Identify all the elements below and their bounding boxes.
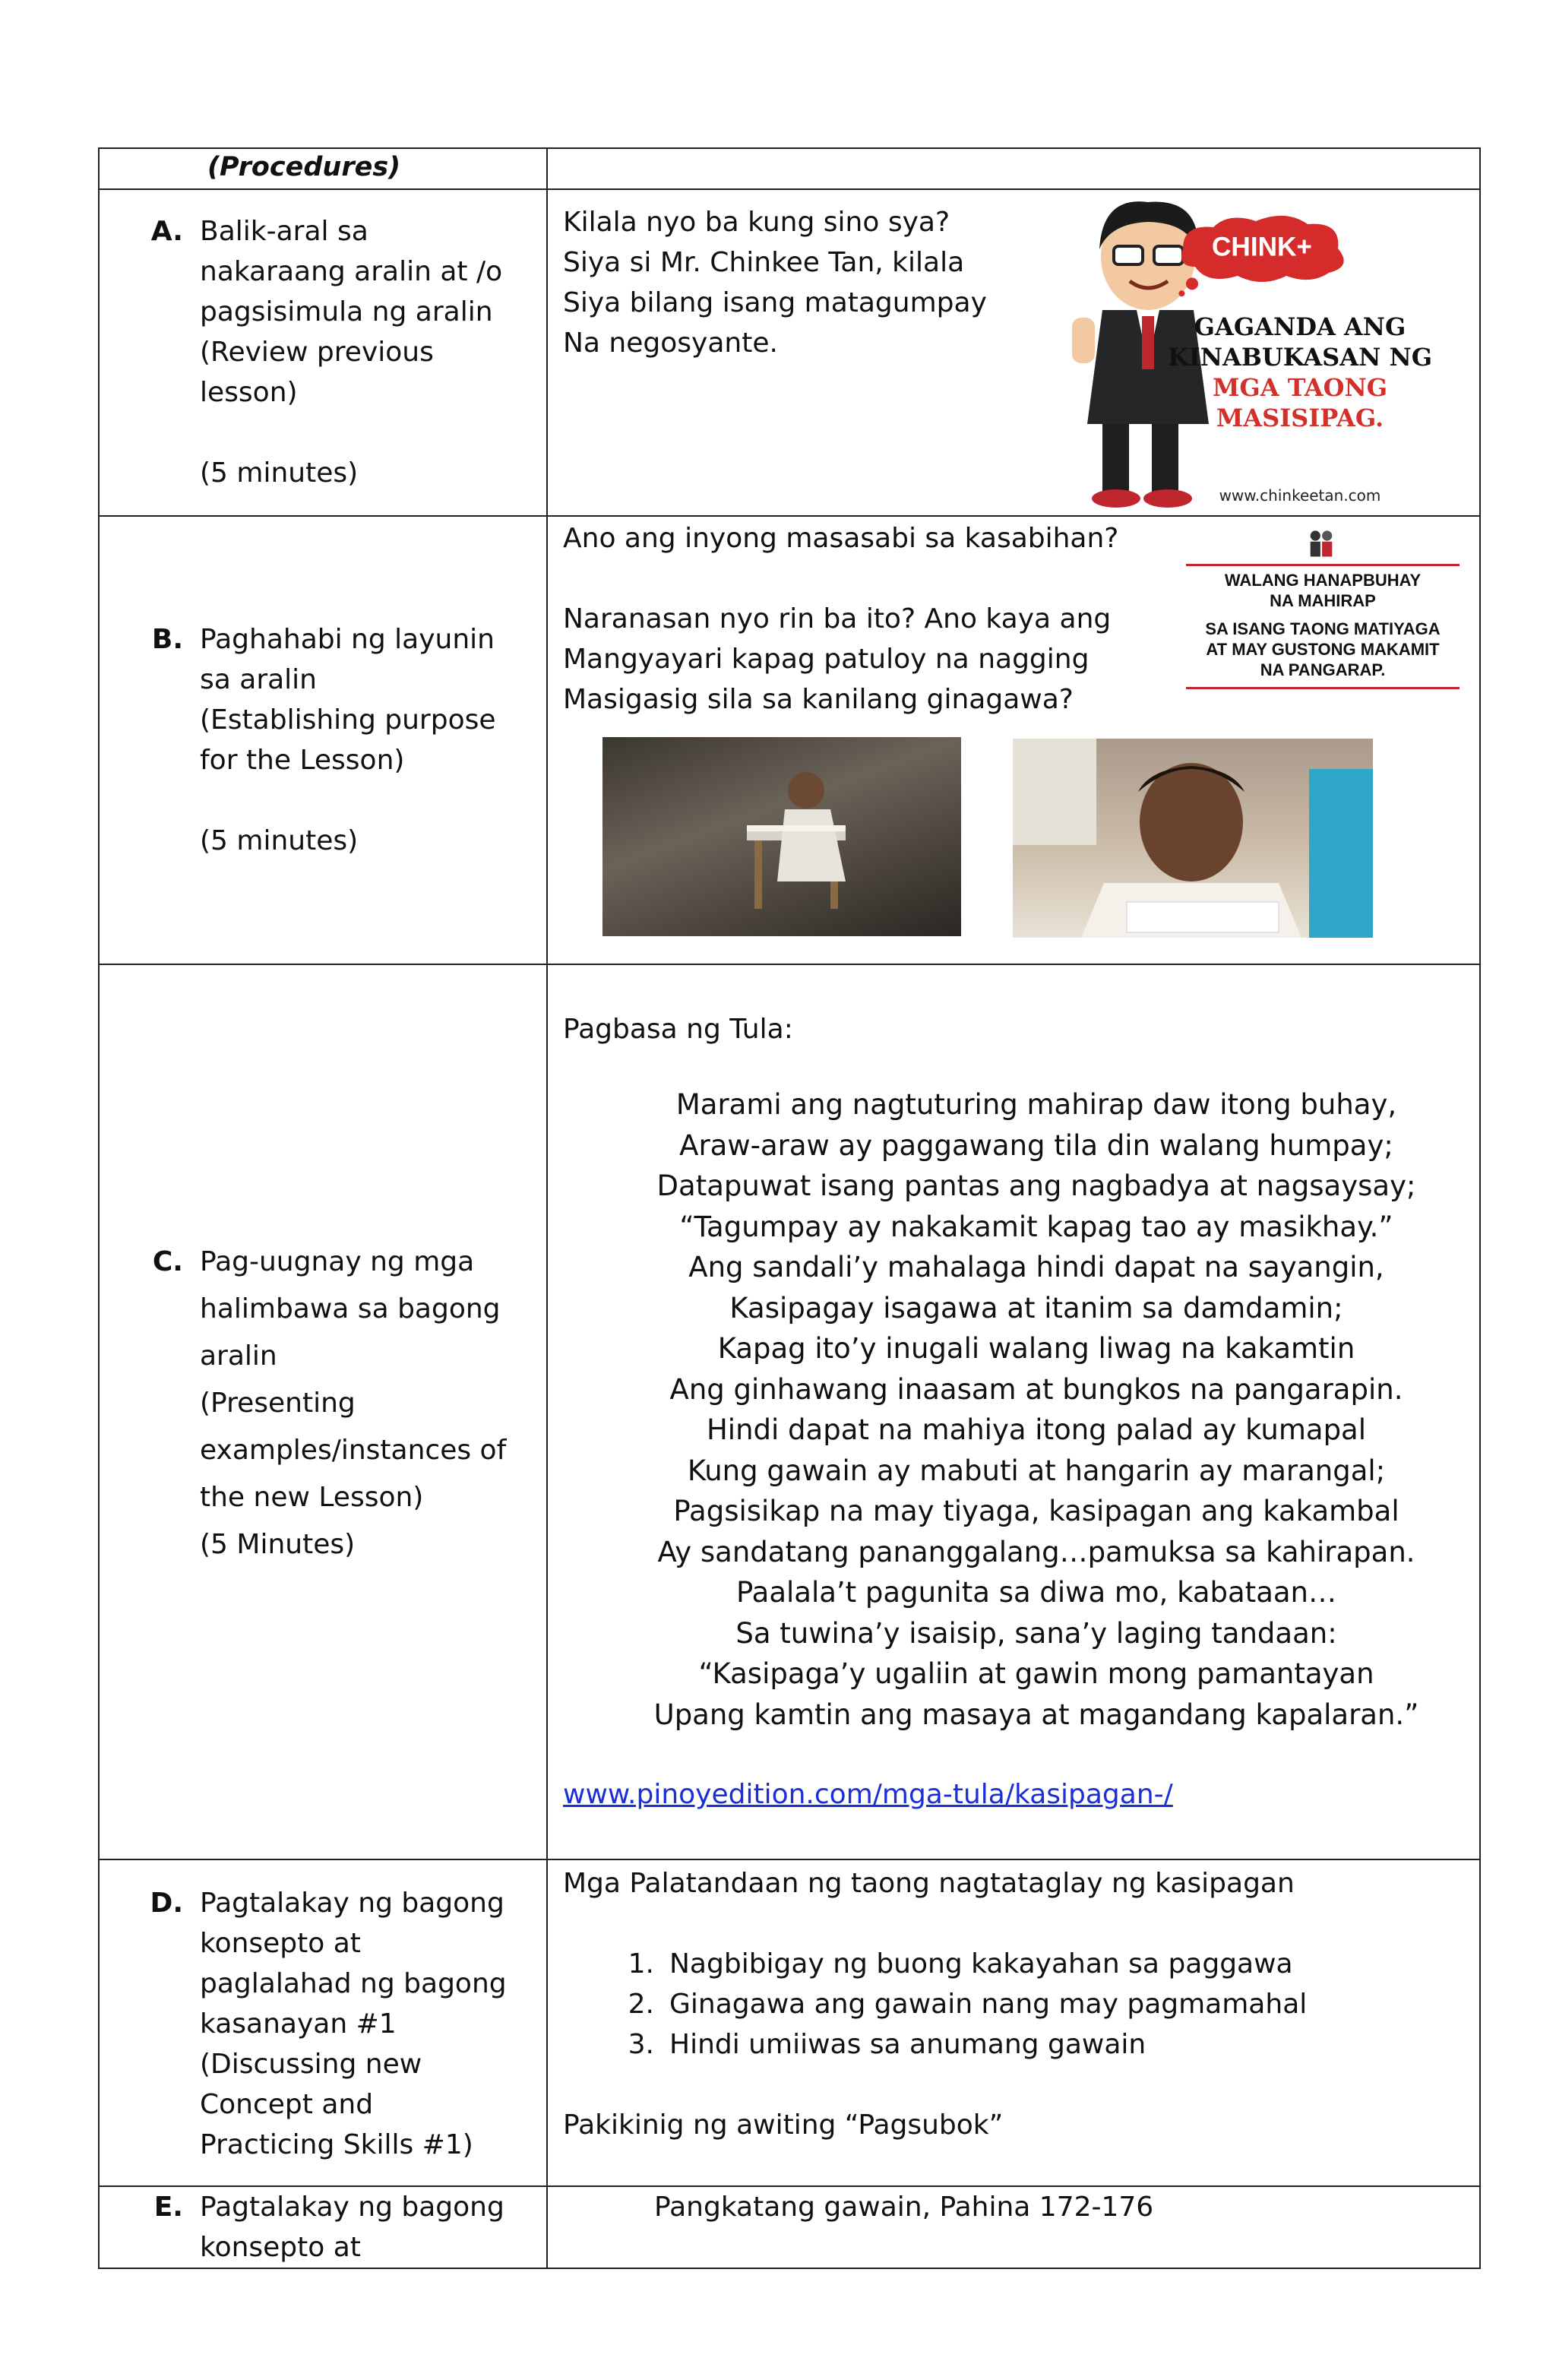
row-c-line: (5 Minutes): [200, 1529, 356, 1560]
chink-badge-text: CHINK+: [1212, 232, 1312, 262]
row-a-line: lesson): [200, 377, 298, 408]
row-a-line: Balik-aral sa: [200, 216, 368, 247]
chink-plus-cloud-logo: [1171, 205, 1414, 304]
row-e-right: [547, 2186, 1480, 2268]
poem-line: Kasipagay isagawa at itanim sa damdamin;: [729, 1291, 1343, 1325]
row-a-left: [99, 189, 547, 516]
row-e-left: [99, 2186, 547, 2268]
poem-line: Sa tuwina’y isaisip, sana’y laging tandaan:: [735, 1616, 1337, 1650]
procedures-header-cell: [99, 148, 547, 189]
row-b-text: Ano ang inyong masasabi sa kasabihan?: [563, 523, 1119, 554]
row-a: [99, 189, 1480, 516]
row-c-line: the new Lesson): [200, 1482, 424, 1513]
poem-line: Ay sandatang pananggalang…pamuksa sa kahirapan.: [657, 1535, 1415, 1568]
row-d-line: paglalahad ng bagong: [200, 1968, 507, 1999]
row-a-line: pagsisimula ng aralin: [200, 296, 493, 328]
row-b-line: Paghahabi ng layunin: [200, 624, 495, 655]
row-d-line: konsepto at: [200, 1928, 361, 1959]
list-number: 2.: [628, 1989, 654, 2020]
signs-heading: Mga Palatandaan ng taong nagtataglay ng kasipagan: [563, 1868, 1295, 1899]
list-number: 3.: [628, 2029, 654, 2060]
procedures-header: (Procedures): [207, 152, 401, 182]
poster-line: WALANG HANAPBUHAY: [1224, 571, 1422, 590]
row-a-line: nakaraang aralin at /o: [200, 256, 503, 287]
row-c: [99, 964, 1480, 1859]
row-a-time: (5 minutes): [200, 457, 359, 489]
row-c-right: [547, 964, 1480, 1859]
poem-line: Upang kamtin ang masaya at magandang kapalaran.”: [653, 1698, 1419, 1731]
row-b-line: for the Lesson): [200, 745, 405, 776]
poster-line: NA PANGARAP.: [1260, 660, 1386, 679]
list-number: 1.: [628, 1948, 654, 1980]
row-c-line: (Presenting: [200, 1388, 356, 1419]
row-d-line: Pagtalakay ng bagong: [200, 1888, 504, 1919]
chink-slogan: [1156, 312, 1444, 433]
poem-source-link[interactable]: www.pinoyedition.com/mga-tula/kasipagan-/: [563, 1779, 1173, 1810]
poem-line: “Kasipaga’y ugaliin at gawin mong pamantayan: [698, 1657, 1374, 1690]
poster-line: AT MAY GUSTONG MAKAMIT: [1206, 640, 1440, 659]
poem-line: Hindi dapat na mahiya itong palad ay kumapal: [706, 1413, 1367, 1446]
slogan-line: GAGANDA ANG: [1194, 312, 1406, 341]
row-a-letter: A.: [150, 216, 183, 247]
row-c-line: examples/instances of: [200, 1435, 507, 1466]
poem-line: Ang ginhawang inaasam at bungkos na pangarapin.: [669, 1372, 1403, 1406]
row-d-line: kasanayan #1: [200, 2008, 397, 2040]
row-b-left: [99, 516, 547, 964]
row-b-text: Masigasig sila sa kanilang ginagawa?: [563, 684, 1074, 715]
list-text: Ginagawa ang gawain nang may pagmamahal: [669, 1989, 1308, 2020]
chinkeetan-site-url: www.chinkeetan.com: [1219, 486, 1381, 505]
poem: [563, 1084, 1464, 1735]
slogan-line: MGA TAONG: [1212, 373, 1388, 402]
saying-poster: [1171, 527, 1475, 710]
row-a-line: (Review previous: [200, 337, 434, 368]
poem-line: Paalala’t pagunita sa diwa mo, kabataan…: [736, 1576, 1336, 1609]
children-writing-classroom-photo: [1013, 739, 1373, 938]
row-d-letter: D.: [150, 1888, 183, 1919]
row-c-letter: C.: [152, 1246, 183, 1277]
two-people-icon: [1300, 527, 1343, 561]
row-e-letter: E.: [153, 2192, 183, 2223]
poster-line: SA ISANG TAONG MATIYAGA: [1205, 619, 1441, 638]
row-c-line: halimbawa sa bagong: [200, 1293, 501, 1325]
row-b-time: (5 minutes): [200, 825, 359, 856]
list-item: [563, 1984, 1464, 2024]
song-activity: Pakikinig ng awiting “Pagsubok”: [563, 2109, 1004, 2141]
row-b-text: Naranasan nyo rin ba ito? Ano kaya ang: [563, 603, 1112, 635]
row-d-left: [99, 1859, 547, 2186]
poem-line: Datapuwat isang pantas ang nagbadya at nagsaysay;: [656, 1169, 1416, 1202]
procedures-table: [98, 147, 1481, 2269]
poem-line: Araw-araw ay paggawang tila din walang humpay;: [679, 1128, 1393, 1162]
row-a-text: Siya si Mr. Chinkee Tan, kilala: [563, 247, 965, 278]
row-a-right: [547, 189, 1480, 516]
row-d-line: (Discussing new: [200, 2049, 422, 2080]
empty-header-cell: [547, 148, 1480, 189]
row-c-line: aralin: [200, 1340, 277, 1372]
row-b: [99, 516, 1480, 964]
list-text: Hindi umiiwas sa anumang gawain: [669, 2029, 1146, 2060]
row-d-line: Practicing Skills #1): [200, 2129, 473, 2160]
poem-line: Marami ang nagtuturing mahirap daw itong buhay,: [675, 1088, 1397, 1121]
slogan-line: KINABUKASAN NG: [1167, 343, 1433, 372]
row-e-line: Pagtalakay ng bagong: [200, 2192, 504, 2223]
row-c-left: [99, 964, 547, 1859]
row-b-text: Mangyayari kapag patuloy na nagging: [563, 644, 1090, 675]
poem-line: “Tagumpay ay nakakamit kapag tao ay masikhay.”: [679, 1210, 1393, 1243]
group-activity: Pangkatang gawain, Pahina 172-176: [654, 2192, 1154, 2223]
list-item: [563, 1944, 1464, 1984]
poem-line: Ang sandali’y mahalaga hindi dapat na sayangin,: [688, 1251, 1384, 1283]
poem-line: Kung gawain ay mabuti at hangarin ay marangal;: [687, 1454, 1386, 1487]
row-b-letter: B.: [151, 624, 183, 655]
row-b-line: sa aralin: [200, 664, 318, 695]
row-a-text: Na negosyante.: [563, 328, 778, 359]
slogan-line: MASISIPAG.: [1216, 404, 1384, 432]
list-text: Nagbibigay ng buong kakayahan sa paggawa: [669, 1948, 1293, 1980]
row-e: [99, 2186, 1480, 2268]
header-row: [99, 148, 1480, 189]
row-a-text: Kilala nyo ba kung sino sya?: [563, 207, 950, 238]
list-item: [563, 2024, 1464, 2065]
row-d: [99, 1859, 1480, 2186]
poster-line: NA MAHIRAP: [1270, 591, 1376, 610]
signs-list: [563, 1944, 1464, 2065]
poem-line: Pagsisikap na may tiyaga, kasipagan ang kakambal: [673, 1495, 1399, 1527]
row-a-text: Siya bilang isang matagumpay: [563, 287, 987, 318]
row-b-line: (Establishing purpose: [200, 704, 496, 736]
poem-line: Kapag ito’y inugali walang liwag na kakamtin: [717, 1332, 1355, 1365]
row-d-right: [547, 1859, 1480, 2186]
row-c-line: Pag-uugnay ng mga: [200, 1246, 475, 1277]
row-b-right: [547, 516, 1480, 964]
row-e-line: konsepto at: [200, 2232, 361, 2263]
child-studying-street-photo: [602, 737, 961, 936]
row-d-line: Concept and: [200, 2089, 374, 2120]
poem-heading: Pagbasa ng Tula:: [563, 1014, 793, 1045]
